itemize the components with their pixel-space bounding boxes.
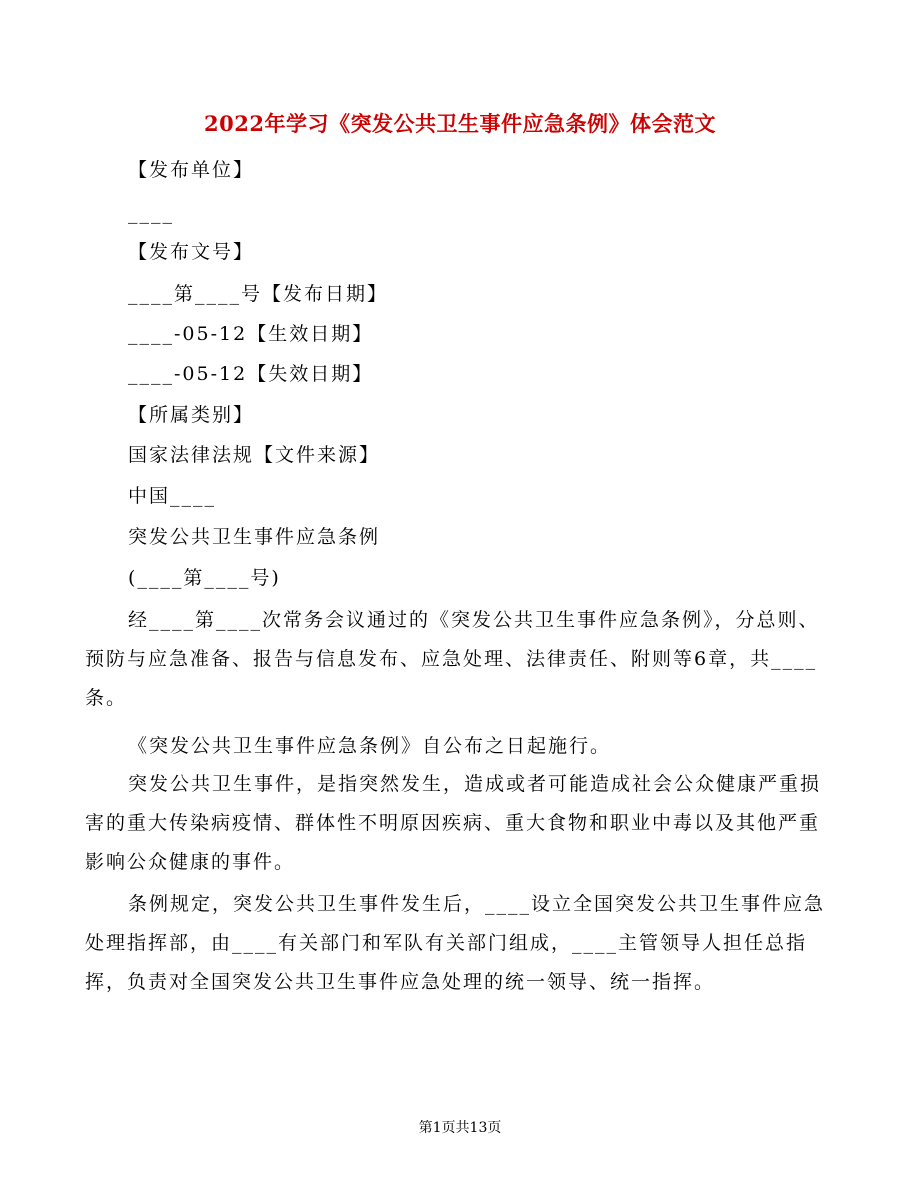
paragraph bbox=[85, 727, 830, 766]
paragraph bbox=[85, 765, 830, 882]
meta-line-publish-date: ____-05-12【生效日期】 bbox=[128, 323, 374, 345]
paragraph-text: 经____第____次常务会议通过的《突发公共卫生事件应急条例》，分总则、预防与应急准备、报告与信息发布、应急处理、法律责任、附则等6章，共____条。 bbox=[85, 609, 820, 709]
paragraph bbox=[85, 885, 830, 1002]
meta-line-publisher-label: 【发布单位】 bbox=[128, 159, 255, 181]
regulation-name: 突发公共卫生事件应急条例 bbox=[128, 526, 381, 548]
regulation-number: (____第____号) bbox=[128, 567, 281, 589]
meta-line-effective-date: ____-05-12【失效日期】 bbox=[128, 363, 374, 385]
meta-line-doc-number-label: 【发布文号】 bbox=[128, 241, 255, 263]
meta-line-doc-number-value: ____第____号【发布日期】 bbox=[128, 283, 389, 305]
paragraph bbox=[85, 601, 830, 718]
meta-line-publisher-value: ____ bbox=[128, 202, 174, 224]
page-footer: 第1页共13页 bbox=[418, 1120, 502, 1136]
paragraph-text: 《突发公共卫生事件应急条例》自公布之日起施行。 bbox=[128, 735, 612, 757]
meta-line-category-label: 【所属类别】 bbox=[128, 404, 255, 426]
document-title: 2022年学习《突发公共卫生事件应急条例》体会范文 bbox=[204, 111, 716, 136]
paragraph-text: 突发公共卫生事件，是指突然发生，造成或者可能造成社会公众健康严重损害的重大传染病疫情、群体性不明原因疾病、重大食物和职业中毒以及其他严重影响公众健康的事件。 bbox=[85, 773, 822, 873]
meta-line-source-value: 中国____ bbox=[128, 485, 217, 507]
meta-line-category-value: 国家法律法规【文件来源】 bbox=[128, 444, 381, 466]
paragraph-text: 条例规定，突发公共卫生事件发生后，____设立全国突发公共卫生事件应急处理指挥部，由____有关部门和军队有关部门组成，____主管领导人担任总指挥，负责对全国突发公共卫生事件应急处理的统一领导、统一指挥。 bbox=[85, 893, 826, 993]
